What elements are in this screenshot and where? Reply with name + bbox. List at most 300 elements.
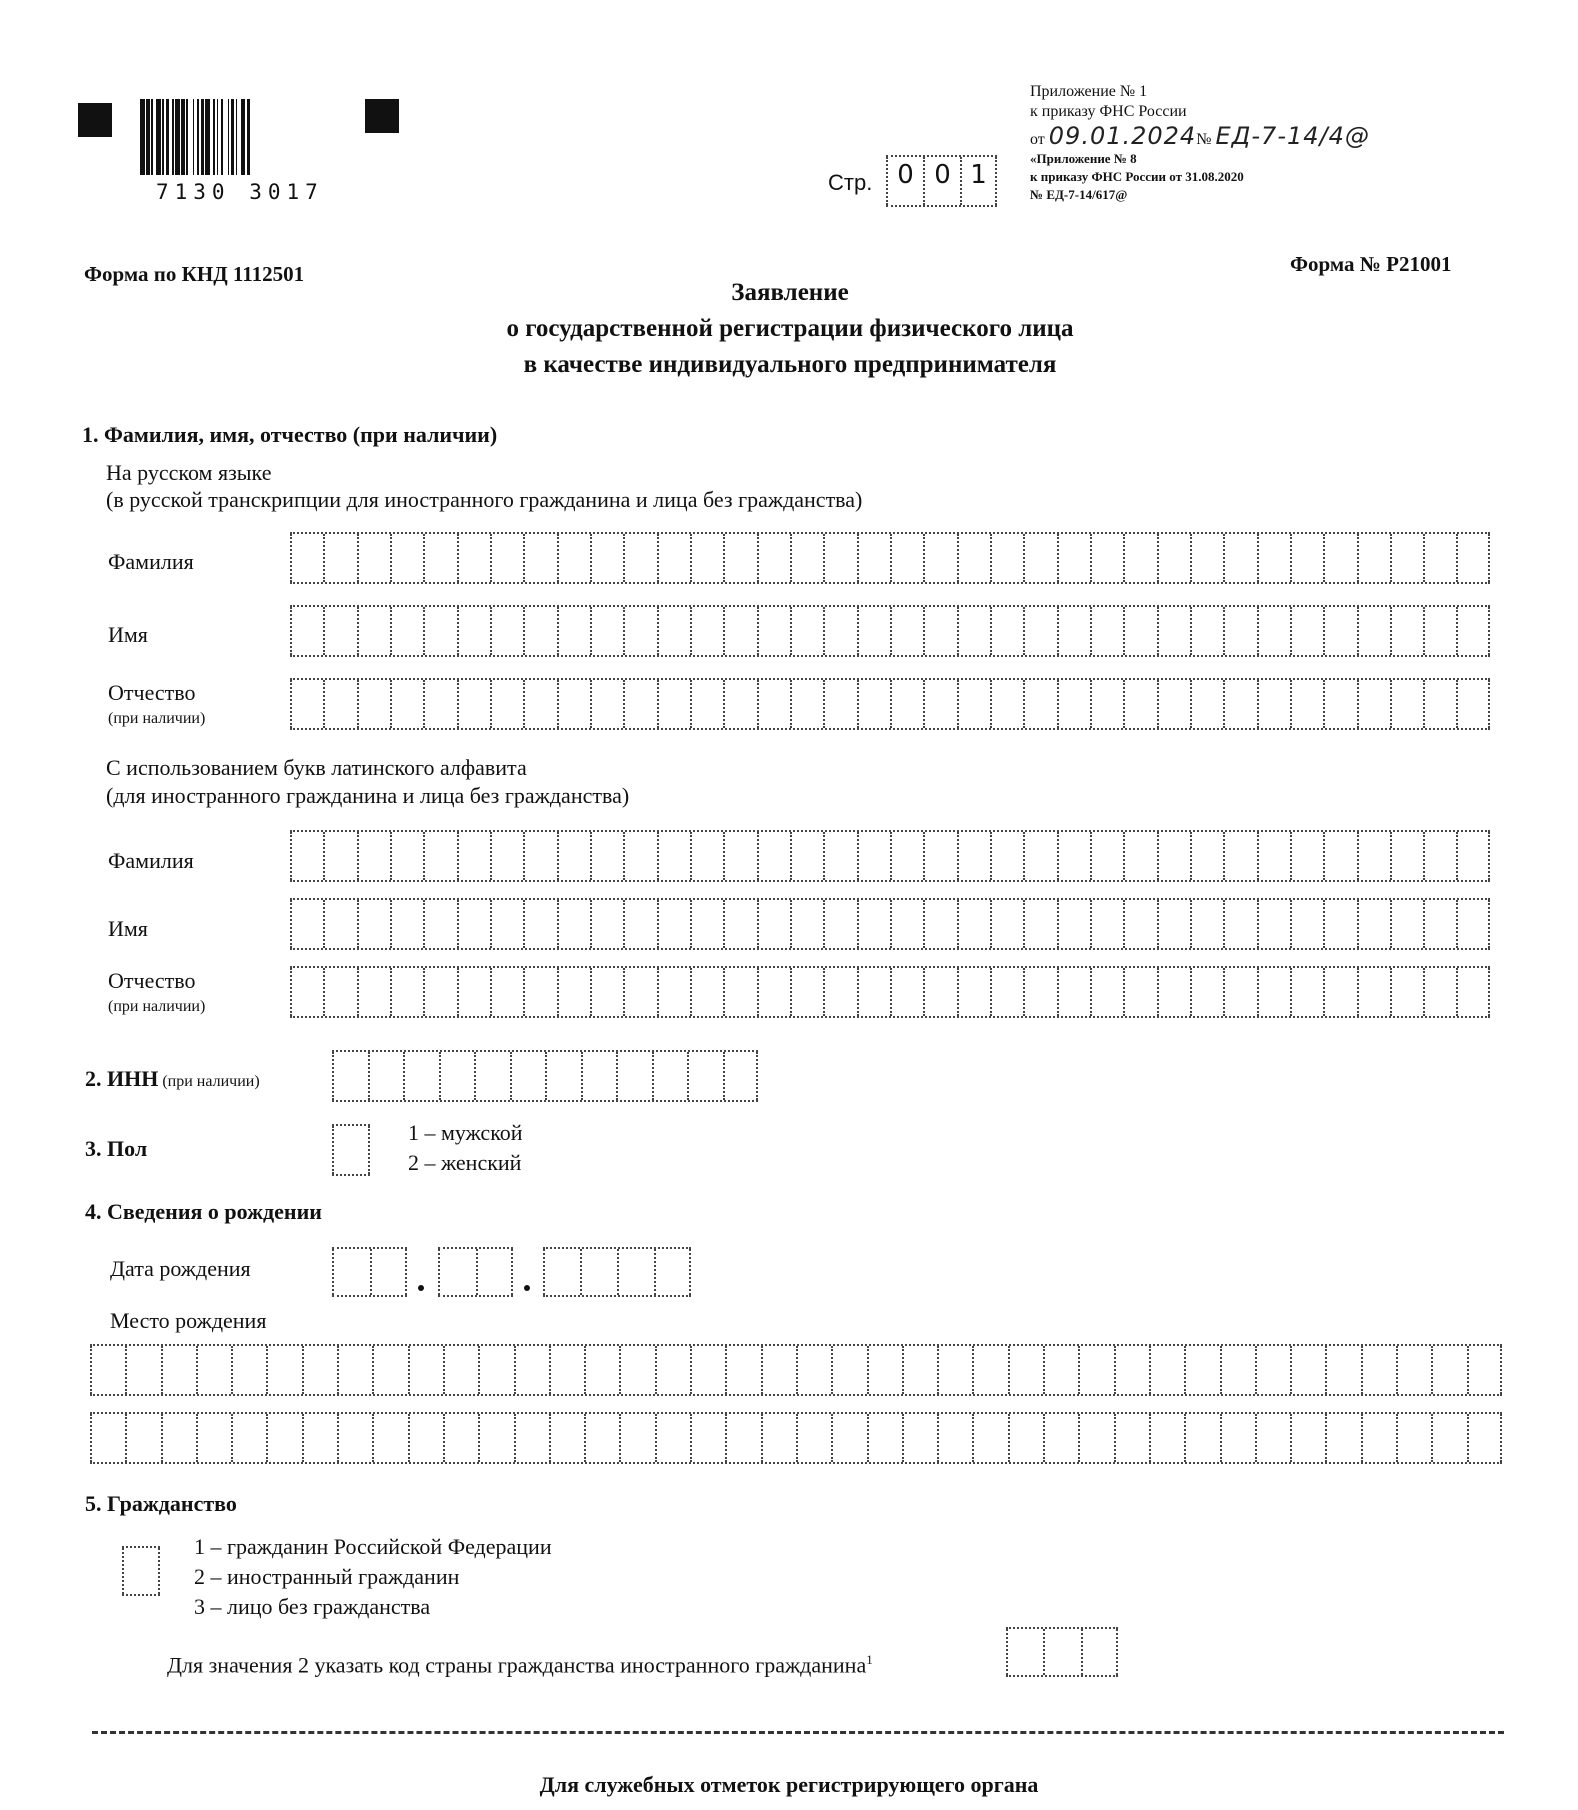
char-cell[interactable] [357, 900, 390, 948]
char-cell[interactable] [790, 900, 823, 948]
char-cell[interactable] [372, 1414, 407, 1462]
citizenship-field[interactable] [122, 1546, 160, 1596]
char-cell[interactable] [690, 900, 723, 948]
char-cell[interactable] [990, 900, 1023, 948]
char-cell[interactable] [231, 1346, 266, 1394]
char-cell[interactable] [657, 900, 690, 948]
char-cell[interactable] [196, 1414, 231, 1462]
char-cell[interactable] [590, 680, 623, 728]
char-cell[interactable] [990, 832, 1023, 880]
char-cell[interactable] [1423, 607, 1456, 655]
char-cell[interactable] [90, 1414, 125, 1462]
inn-field[interactable] [332, 1050, 758, 1102]
char-cell[interactable] [584, 1346, 619, 1394]
char-cell[interactable] [1023, 534, 1056, 582]
char-cell[interactable] [1149, 1346, 1184, 1394]
char-cell[interactable] [457, 832, 490, 880]
char-cell[interactable] [1220, 1346, 1255, 1394]
char-cell[interactable] [290, 832, 323, 880]
surname-lat-field[interactable] [290, 830, 1490, 882]
char-cell[interactable] [757, 832, 790, 880]
char-cell[interactable] [890, 900, 923, 948]
char-cell[interactable] [690, 534, 723, 582]
char-cell[interactable] [1223, 680, 1256, 728]
char-cell[interactable] [923, 900, 956, 948]
char-cell[interactable] [1290, 1346, 1325, 1394]
char-cell[interactable] [857, 534, 890, 582]
char-cell[interactable] [1257, 680, 1290, 728]
char-cell[interactable] [1323, 968, 1356, 1016]
char-cell[interactable] [161, 1346, 196, 1394]
char-cell[interactable] [1223, 900, 1256, 948]
char-cell[interactable] [1357, 900, 1390, 948]
char-cell[interactable] [332, 1126, 370, 1174]
char-cell[interactable] [1257, 900, 1290, 948]
char-cell[interactable] [1390, 968, 1423, 1016]
char-cell[interactable] [439, 1052, 475, 1100]
char-cell[interactable] [831, 1414, 866, 1462]
char-cell[interactable] [302, 1414, 337, 1462]
char-cell[interactable] [690, 1414, 725, 1462]
surname-ru-field[interactable] [290, 532, 1490, 584]
char-cell[interactable] [549, 1414, 584, 1462]
patronymic-lat-field[interactable] [290, 966, 1490, 1018]
char-cell[interactable] [1078, 1346, 1113, 1394]
char-cell[interactable] [823, 968, 856, 1016]
char-cell[interactable] [457, 680, 490, 728]
char-cell[interactable] [1431, 1346, 1466, 1394]
char-cell[interactable] [1255, 1414, 1290, 1462]
char-cell[interactable] [616, 1052, 652, 1100]
char-cell[interactable] [1323, 534, 1356, 582]
char-cell[interactable] [957, 607, 990, 655]
char-cell[interactable] [1456, 900, 1489, 948]
char-cell[interactable] [476, 1249, 514, 1295]
char-cell[interactable] [1390, 680, 1423, 728]
char-cell[interactable] [890, 968, 923, 1016]
char-cell[interactable] [623, 680, 656, 728]
char-cell[interactable] [990, 607, 1023, 655]
patronymic-ru-field[interactable] [290, 678, 1490, 730]
char-cell[interactable] [1467, 1414, 1502, 1462]
char-cell[interactable] [690, 968, 723, 1016]
char-cell[interactable] [290, 607, 323, 655]
char-cell[interactable] [619, 1346, 654, 1394]
char-cell[interactable] [290, 534, 323, 582]
char-cell[interactable] [796, 1414, 831, 1462]
char-cell[interactable] [890, 832, 923, 880]
char-cell[interactable] [457, 968, 490, 1016]
char-cell[interactable] [723, 534, 756, 582]
char-cell[interactable] [657, 968, 690, 1016]
char-cell[interactable] [557, 832, 590, 880]
char-cell[interactable] [423, 534, 456, 582]
char-cell[interactable] [323, 680, 356, 728]
char-cell[interactable] [1057, 534, 1090, 582]
char-cell[interactable] [1290, 680, 1323, 728]
char-cell[interactable] [652, 1052, 688, 1100]
char-cell[interactable] [823, 607, 856, 655]
char-cell[interactable] [408, 1414, 443, 1462]
char-cell[interactable] [1090, 680, 1123, 728]
char-cell[interactable] [337, 1414, 372, 1462]
char-cell[interactable] [790, 534, 823, 582]
char-cell[interactable] [332, 1249, 370, 1295]
char-cell[interactable] [557, 968, 590, 1016]
char-cell[interactable] [1057, 900, 1090, 948]
char-cell[interactable] [1257, 607, 1290, 655]
char-cell[interactable] [1190, 832, 1223, 880]
country-code-field[interactable] [1006, 1627, 1118, 1677]
char-cell[interactable] [1090, 968, 1123, 1016]
char-cell[interactable] [370, 1249, 408, 1295]
char-cell[interactable] [957, 680, 990, 728]
char-cell[interactable] [357, 607, 390, 655]
char-cell[interactable] [657, 534, 690, 582]
char-cell[interactable] [196, 1346, 231, 1394]
char-cell[interactable] [757, 968, 790, 1016]
char-cell[interactable] [1184, 1346, 1219, 1394]
char-cell[interactable] [923, 534, 956, 582]
char-cell[interactable] [1114, 1346, 1149, 1394]
char-cell[interactable] [523, 607, 556, 655]
char-cell[interactable] [923, 832, 956, 880]
char-cell[interactable] [1423, 832, 1456, 880]
char-cell[interactable] [390, 680, 423, 728]
char-cell[interactable] [1023, 832, 1056, 880]
char-cell[interactable] [1456, 680, 1489, 728]
char-cell[interactable] [1090, 534, 1123, 582]
char-cell[interactable] [1184, 1414, 1219, 1462]
char-cell[interactable] [357, 832, 390, 880]
char-cell[interactable] [1357, 607, 1390, 655]
char-cell[interactable] [623, 534, 656, 582]
char-cell[interactable] [490, 832, 523, 880]
char-cell[interactable] [790, 832, 823, 880]
char-cell[interactable] [957, 534, 990, 582]
char-cell[interactable] [1157, 607, 1190, 655]
char-cell[interactable] [1396, 1346, 1431, 1394]
char-cell[interactable] [857, 607, 890, 655]
char-cell[interactable] [1157, 900, 1190, 948]
char-cell[interactable] [957, 832, 990, 880]
char-cell[interactable] [580, 1249, 617, 1295]
char-cell[interactable] [403, 1052, 439, 1100]
char-cell[interactable] [1090, 900, 1123, 948]
char-cell[interactable] [1057, 607, 1090, 655]
char-cell[interactable] [1323, 680, 1356, 728]
char-cell[interactable] [723, 900, 756, 948]
char-cell[interactable] [357, 968, 390, 1016]
char-cell[interactable] [231, 1414, 266, 1462]
char-cell[interactable] [1043, 1346, 1078, 1394]
char-cell[interactable] [332, 1052, 368, 1100]
char-cell[interactable] [1123, 534, 1156, 582]
char-cell[interactable] [796, 1346, 831, 1394]
char-cell[interactable] [523, 968, 556, 1016]
char-cell[interactable] [619, 1414, 654, 1462]
char-cell[interactable] [1357, 534, 1390, 582]
char-cell[interactable] [357, 680, 390, 728]
char-cell[interactable] [490, 900, 523, 948]
char-cell[interactable] [490, 680, 523, 728]
char-cell[interactable] [757, 607, 790, 655]
char-cell[interactable] [1257, 832, 1290, 880]
char-cell[interactable] [390, 900, 423, 948]
char-cell[interactable] [655, 1346, 690, 1394]
char-cell[interactable] [687, 1052, 723, 1100]
char-cell[interactable] [725, 1346, 760, 1394]
char-cell[interactable] [423, 832, 456, 880]
char-cell[interactable] [757, 900, 790, 948]
char-cell[interactable] [1290, 1414, 1325, 1462]
char-cell[interactable] [1431, 1414, 1466, 1462]
char-cell[interactable] [590, 832, 623, 880]
char-cell[interactable] [390, 832, 423, 880]
char-cell[interactable] [990, 680, 1023, 728]
char-cell[interactable] [1190, 534, 1223, 582]
char-cell[interactable] [1057, 832, 1090, 880]
char-cell[interactable] [1190, 968, 1223, 1016]
char-cell[interactable] [1423, 680, 1456, 728]
char-cell[interactable] [1157, 680, 1190, 728]
char-cell[interactable] [972, 1414, 1007, 1462]
char-cell[interactable] [1423, 900, 1456, 948]
char-cell[interactable] [290, 680, 323, 728]
char-cell[interactable] [584, 1414, 619, 1462]
char-cell[interactable] [1043, 1629, 1080, 1675]
char-cell[interactable] [937, 1414, 972, 1462]
char-cell[interactable] [590, 534, 623, 582]
char-cell[interactable] [617, 1249, 654, 1295]
char-cell[interactable] [161, 1414, 196, 1462]
char-cell[interactable] [1081, 1629, 1118, 1675]
char-cell[interactable] [1090, 607, 1123, 655]
char-cell[interactable] [510, 1052, 546, 1100]
char-cell[interactable] [857, 900, 890, 948]
char-cell[interactable] [478, 1414, 513, 1462]
char-cell[interactable] [1023, 968, 1056, 1016]
char-cell[interactable] [725, 1414, 760, 1462]
char-cell[interactable] [443, 1346, 478, 1394]
char-cell[interactable] [490, 968, 523, 1016]
char-cell[interactable] [923, 607, 956, 655]
char-cell[interactable] [323, 534, 356, 582]
char-cell[interactable] [867, 1414, 902, 1462]
char-cell[interactable] [1361, 1346, 1396, 1394]
char-cell[interactable] [1290, 968, 1323, 1016]
char-cell[interactable] [823, 534, 856, 582]
char-cell[interactable] [457, 534, 490, 582]
char-cell[interactable] [1390, 900, 1423, 948]
char-cell[interactable] [1223, 607, 1256, 655]
char-cell[interactable] [290, 968, 323, 1016]
birth-place-field-1[interactable] [90, 1344, 1502, 1396]
char-cell[interactable] [890, 534, 923, 582]
birth-year-field[interactable] [543, 1247, 691, 1297]
char-cell[interactable] [368, 1052, 404, 1100]
char-cell[interactable] [1123, 832, 1156, 880]
char-cell[interactable] [543, 1249, 580, 1295]
char-cell[interactable] [1123, 900, 1156, 948]
char-cell[interactable] [557, 680, 590, 728]
char-cell[interactable] [857, 832, 890, 880]
char-cell[interactable] [290, 900, 323, 948]
char-cell[interactable] [390, 607, 423, 655]
char-cell[interactable] [1390, 607, 1423, 655]
char-cell[interactable] [590, 607, 623, 655]
char-cell[interactable] [266, 1414, 301, 1462]
char-cell[interactable] [443, 1414, 478, 1462]
char-cell[interactable] [1257, 534, 1290, 582]
char-cell[interactable] [761, 1346, 796, 1394]
char-cell[interactable] [337, 1346, 372, 1394]
char-cell[interactable] [408, 1346, 443, 1394]
char-cell[interactable] [423, 900, 456, 948]
char-cell[interactable] [438, 1249, 476, 1295]
char-cell[interactable] [1456, 534, 1489, 582]
char-cell[interactable] [690, 832, 723, 880]
char-cell[interactable] [1467, 1346, 1502, 1394]
char-cell[interactable] [122, 1548, 160, 1594]
char-cell[interactable] [790, 607, 823, 655]
char-cell[interactable] [1114, 1414, 1149, 1462]
char-cell[interactable] [372, 1346, 407, 1394]
char-cell[interactable] [523, 534, 556, 582]
char-cell[interactable] [423, 680, 456, 728]
char-cell[interactable] [1223, 832, 1256, 880]
char-cell[interactable] [523, 832, 556, 880]
char-cell[interactable] [761, 1414, 796, 1462]
char-cell[interactable] [1390, 832, 1423, 880]
char-cell[interactable] [867, 1346, 902, 1394]
char-cell[interactable] [1456, 968, 1489, 1016]
char-cell[interactable] [790, 680, 823, 728]
name-lat-field[interactable] [290, 898, 1490, 950]
char-cell[interactable] [514, 1346, 549, 1394]
char-cell[interactable] [757, 680, 790, 728]
char-cell[interactable] [1023, 607, 1056, 655]
char-cell[interactable] [923, 680, 956, 728]
char-cell[interactable] [1257, 968, 1290, 1016]
char-cell[interactable] [1190, 680, 1223, 728]
char-cell[interactable] [557, 534, 590, 582]
char-cell[interactable] [1390, 534, 1423, 582]
char-cell[interactable] [490, 534, 523, 582]
char-cell[interactable] [657, 680, 690, 728]
char-cell[interactable] [723, 832, 756, 880]
char-cell[interactable] [1456, 607, 1489, 655]
char-cell[interactable] [323, 968, 356, 1016]
char-cell[interactable] [657, 607, 690, 655]
char-cell[interactable] [937, 1346, 972, 1394]
char-cell[interactable] [1357, 832, 1390, 880]
char-cell[interactable] [1223, 534, 1256, 582]
char-cell[interactable] [323, 832, 356, 880]
char-cell[interactable] [1223, 968, 1256, 1016]
char-cell[interactable] [478, 1346, 513, 1394]
char-cell[interactable] [1325, 1414, 1360, 1462]
char-cell[interactable] [723, 968, 756, 1016]
char-cell[interactable] [823, 680, 856, 728]
char-cell[interactable] [972, 1346, 1007, 1394]
char-cell[interactable] [1323, 607, 1356, 655]
char-cell[interactable] [957, 968, 990, 1016]
char-cell[interactable] [1290, 900, 1323, 948]
char-cell[interactable] [990, 534, 1023, 582]
char-cell[interactable] [902, 1346, 937, 1394]
char-cell[interactable] [655, 1414, 690, 1462]
char-cell[interactable] [557, 900, 590, 948]
char-cell[interactable] [581, 1052, 617, 1100]
char-cell[interactable] [1290, 832, 1323, 880]
char-cell[interactable] [549, 1346, 584, 1394]
char-cell[interactable] [690, 680, 723, 728]
char-cell[interactable] [623, 607, 656, 655]
char-cell[interactable] [1157, 832, 1190, 880]
char-cell[interactable] [623, 832, 656, 880]
gender-field[interactable] [332, 1124, 370, 1176]
char-cell[interactable] [723, 607, 756, 655]
char-cell[interactable] [1361, 1414, 1396, 1462]
char-cell[interactable] [657, 832, 690, 880]
char-cell[interactable] [623, 968, 656, 1016]
char-cell[interactable] [1396, 1414, 1431, 1462]
char-cell[interactable] [902, 1414, 937, 1462]
char-cell[interactable] [302, 1346, 337, 1394]
char-cell[interactable] [1220, 1414, 1255, 1462]
char-cell[interactable] [490, 607, 523, 655]
char-cell[interactable] [690, 607, 723, 655]
char-cell[interactable] [1190, 900, 1223, 948]
char-cell[interactable] [1057, 968, 1090, 1016]
char-cell[interactable] [757, 534, 790, 582]
char-cell[interactable] [1008, 1346, 1043, 1394]
char-cell[interactable] [1357, 680, 1390, 728]
char-cell[interactable] [357, 534, 390, 582]
char-cell[interactable] [1008, 1414, 1043, 1462]
char-cell[interactable] [125, 1414, 160, 1462]
char-cell[interactable] [623, 900, 656, 948]
char-cell[interactable] [266, 1346, 301, 1394]
char-cell[interactable] [523, 680, 556, 728]
char-cell[interactable] [590, 900, 623, 948]
birth-month-field[interactable] [438, 1247, 513, 1297]
char-cell[interactable] [690, 1346, 725, 1394]
char-cell[interactable] [1090, 832, 1123, 880]
char-cell[interactable] [457, 607, 490, 655]
char-cell[interactable] [823, 900, 856, 948]
char-cell[interactable] [323, 607, 356, 655]
char-cell[interactable] [990, 968, 1023, 1016]
char-cell[interactable] [723, 680, 756, 728]
char-cell[interactable] [390, 534, 423, 582]
char-cell[interactable] [1157, 968, 1190, 1016]
char-cell[interactable] [857, 968, 890, 1016]
char-cell[interactable] [1123, 607, 1156, 655]
char-cell[interactable] [1023, 900, 1056, 948]
char-cell[interactable] [1323, 832, 1356, 880]
char-cell[interactable] [823, 832, 856, 880]
char-cell[interactable] [523, 900, 556, 948]
char-cell[interactable] [1255, 1346, 1290, 1394]
char-cell[interactable] [590, 968, 623, 1016]
char-cell[interactable] [545, 1052, 581, 1100]
char-cell[interactable] [957, 900, 990, 948]
char-cell[interactable] [423, 968, 456, 1016]
char-cell[interactable] [1057, 680, 1090, 728]
char-cell[interactable] [723, 1052, 759, 1100]
